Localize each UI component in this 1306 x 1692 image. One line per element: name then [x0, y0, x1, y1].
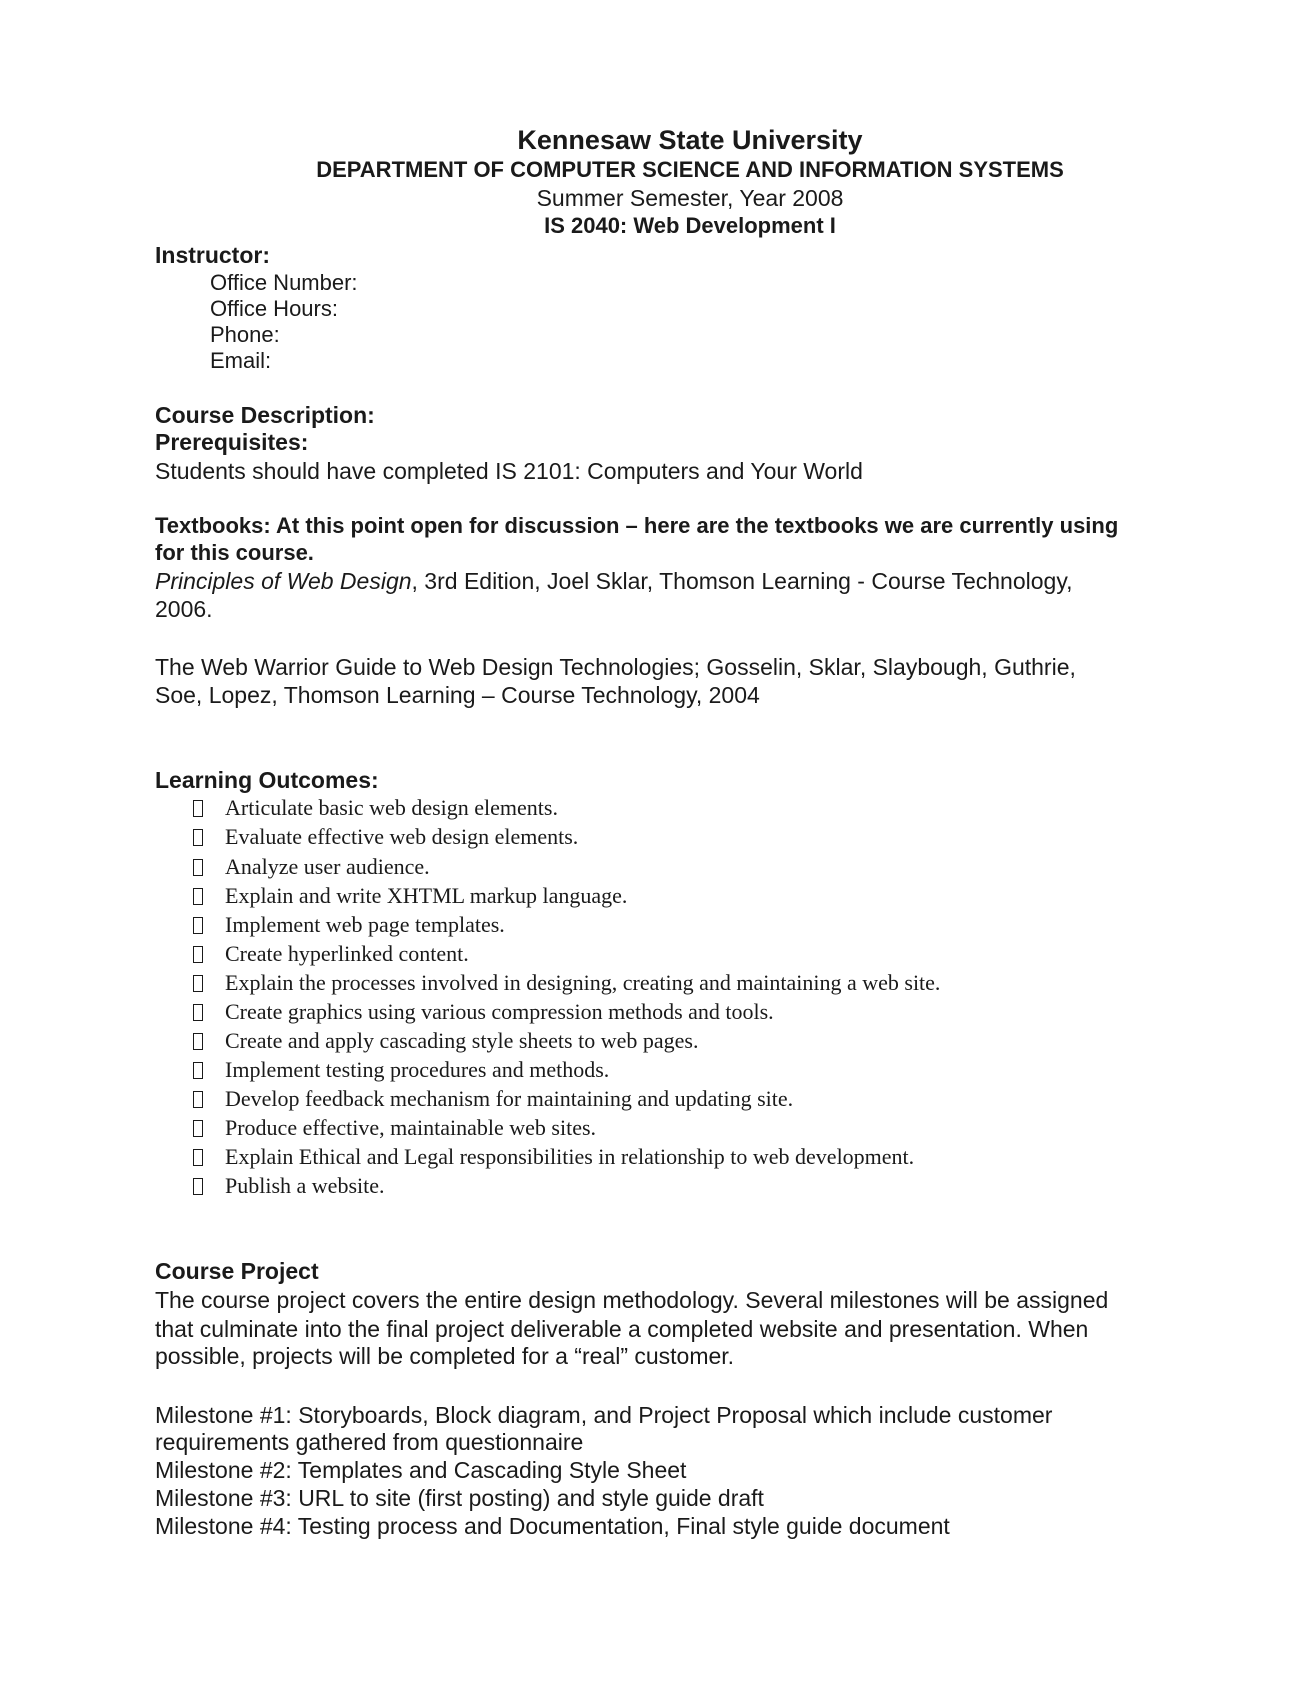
phone-label: Phone: — [210, 322, 280, 347]
textbook-1-details: , 3rd Edition, Joel Sklar, Thomson Learning - Course Technology, — [411, 568, 1073, 594]
office-number-label: Office Number: — [210, 270, 358, 295]
bullet-box-icon — [193, 1149, 203, 1166]
outcome-item: Implement web page templates. — [193, 912, 505, 938]
bullet-box-icon — [193, 1178, 203, 1195]
outcome-item: Develop feedback mechanism for maintaining and updating site. — [193, 1086, 793, 1112]
bullet-box-icon — [193, 1120, 203, 1137]
project-paragraph-line: possible, projects will be completed for a “real” customer. — [155, 1343, 735, 1369]
milestone-3: Milestone #3: URL to site (first posting) and style guide draft — [155, 1485, 764, 1511]
bullet-box-icon — [193, 1062, 203, 1079]
textbook-1-cont: 2006. — [155, 596, 213, 622]
outcome-item: Create graphics using various compression methods and tools. — [193, 999, 774, 1025]
bullet-box-icon — [193, 859, 203, 876]
course-title: IS 2040: Web Development I — [544, 213, 836, 238]
outcome-item: Publish a website. — [193, 1173, 385, 1199]
project-paragraph-line: that culminate into the final project deliverable a completed website and presentation. When — [155, 1316, 1089, 1342]
textbook-2-cont: Soe, Lopez, Thomson Learning – Course Technology, 2004 — [155, 682, 760, 708]
bullet-box-icon — [193, 975, 203, 992]
prerequisites-heading: Prerequisites: — [155, 429, 309, 455]
learning-outcomes-heading: Learning Outcomes: — [155, 767, 379, 793]
instructor-heading: Instructor: — [155, 242, 270, 268]
office-hours-label: Office Hours: — [210, 296, 338, 321]
bullet-box-icon — [193, 1091, 203, 1108]
outcome-item: Explain Ethical and Legal responsibilities in relationship to web development. — [193, 1144, 914, 1170]
outcome-item: Explain the processes involved in designing, creating and maintaining a web site. — [193, 970, 940, 996]
outcome-item: Create and apply cascading style sheets to web pages. — [193, 1028, 698, 1054]
bullet-box-icon — [193, 1033, 203, 1050]
email-label: Email: — [210, 348, 272, 373]
milestone-4: Milestone #4: Testing process and Documentation, Final style guide document — [155, 1513, 950, 1539]
outcome-item: Create hyperlinked content. — [193, 941, 469, 967]
milestone-2: Milestone #2: Templates and Cascading Style Sheet — [155, 1457, 687, 1483]
semester-line: Summer Semester, Year 2008 — [536, 185, 844, 211]
outcome-item: Articulate basic web design elements. — [193, 795, 558, 821]
outcome-item: Implement testing procedures and methods. — [193, 1057, 609, 1083]
bullet-box-icon — [193, 946, 203, 963]
textbooks-heading-cont: for this course. — [155, 540, 314, 565]
department-title: DEPARTMENT OF COMPUTER SCIENCE AND INFORMATION SYSTEMS — [316, 157, 1064, 182]
bullet-box-icon — [193, 829, 203, 846]
outcome-item: Evaluate effective web design elements. — [193, 824, 578, 850]
course-project-heading: Course Project — [155, 1258, 319, 1284]
university-title: Kennesaw State University — [517, 125, 863, 155]
textbook-1 — [155, 568, 1073, 595]
outcome-item: Produce effective, maintainable web sites. — [193, 1115, 596, 1141]
bullet-box-icon — [193, 888, 203, 905]
project-paragraph-line: The course project covers the entire design methodology. Several milestones will be assigned — [155, 1287, 1109, 1313]
prerequisites-text: Students should have completed IS 2101: Computers and Your World — [155, 458, 863, 484]
textbook-2: The Web Warrior Guide to Web Design Technologies; Gosselin, Sklar, Slaybough, Guthrie, — [155, 654, 1076, 680]
course-description-heading: Course Description: — [155, 402, 375, 428]
bullet-box-icon — [193, 800, 203, 817]
outcome-item: Explain and write XHTML markup language. — [193, 883, 627, 909]
textbooks-heading: Textbooks: At this point open for discussion – here are the textbooks we are currently using — [155, 513, 1119, 538]
milestone-1: Milestone #1: Storyboards, Block diagram, and Project Proposal which include customer — [155, 1402, 1053, 1428]
bullet-box-icon — [193, 1004, 203, 1021]
outcome-item: Analyze user audience. — [193, 854, 430, 880]
textbook-1-title: Principles of Web Design — [155, 568, 412, 594]
bullet-box-icon — [193, 917, 203, 934]
milestone-1-cont: requirements gathered from questionnaire — [155, 1429, 584, 1455]
